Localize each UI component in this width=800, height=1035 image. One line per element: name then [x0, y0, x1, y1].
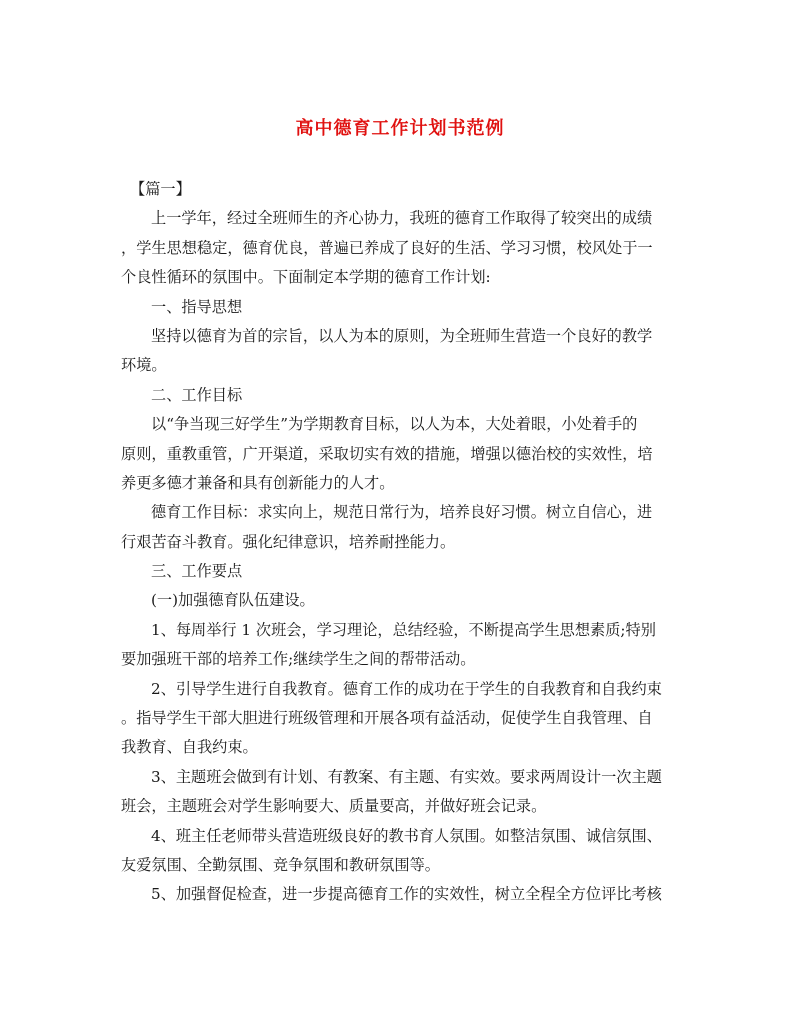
text-line: 2、引导学生进行自我教育。德育工作的成功在于学生的自我教育和自我约束 — [151, 679, 662, 698]
text-line: 个良性循环的氛围中。下面制定本学期的德育工作计划: — [121, 268, 491, 287]
text-line: 原则，重教重管，广开渠道，采取切实有效的措施，增强以德治校的实效性，培 — [121, 444, 653, 463]
text-line: 三、工作要点 — [151, 562, 243, 581]
text-line: 上一学年，经过全班师生的齐心协力，我班的德育工作取得了较突出的成绩 — [151, 209, 653, 228]
text-line: 我教育、自我约束。 — [121, 738, 258, 757]
text-line: 坚持以德育为首的宗旨，以人为本的原则，为全班师生营造一个良好的教学 — [151, 326, 653, 345]
text-line: 德育工作目标：求实向上，规范日常行为，培养良好习惯。树立自信心，进 — [151, 503, 653, 522]
text-line: 5、加强督促检查，进一步提高德育工作的实效性，树立全程全方位评比考核 — [151, 885, 662, 904]
text-line: (一)加强德育队伍建设。 — [151, 591, 315, 610]
document-body — [121, 175, 681, 910]
text-line: 1、每周举行 1 次班会，学习理论，总结经验，不断提高学生思想素质;特别 — [151, 620, 656, 639]
text-line: 3、主题班会做到有计划、有教案、有主题、有实效。要求两周设计一次主题 — [151, 767, 662, 786]
text-line: 友爱氛围、全勤氛围、竞争氛围和教研氛围等。 — [121, 855, 440, 874]
text-line: 二、工作目标 — [151, 385, 243, 404]
text-line: ，学生思想稳定，德育优良，普遍已养成了良好的生活、学习习惯，校风处于一 — [121, 238, 653, 257]
text-line: 要加强班干部的培养工作;继续学生之间的帮带活动。 — [121, 650, 476, 669]
text-line: 。指导学生干部大胆进行班级管理和开展各项有益活动，促使学生自我管理、自 — [121, 709, 653, 728]
text-line: 班会，主题班会对学生影响要大、质量要高，并做好班会记录。 — [121, 797, 547, 816]
text-line: 养更多德才兼备和具有创新能力的人才。 — [121, 473, 395, 492]
text-line: 一、指导思想 — [151, 297, 243, 316]
text-line: 环境。 — [121, 356, 167, 375]
text-line: 行艰苦奋斗教育。强化纪律意识，培养耐挫能力。 — [121, 532, 456, 551]
document-title: 高中德育工作计划书范例 — [295, 118, 505, 139]
text-line: 以“争当现三好学生”为学期教育目标，以人为本，大处着眼，小处着手的 — [151, 415, 638, 434]
section-heading: 【篇一】 — [130, 180, 191, 198]
text-line: 4、班主任老师带头营造班级良好的教书育人氛围。如整洁氛围、诚信氛围、 — [151, 826, 662, 845]
